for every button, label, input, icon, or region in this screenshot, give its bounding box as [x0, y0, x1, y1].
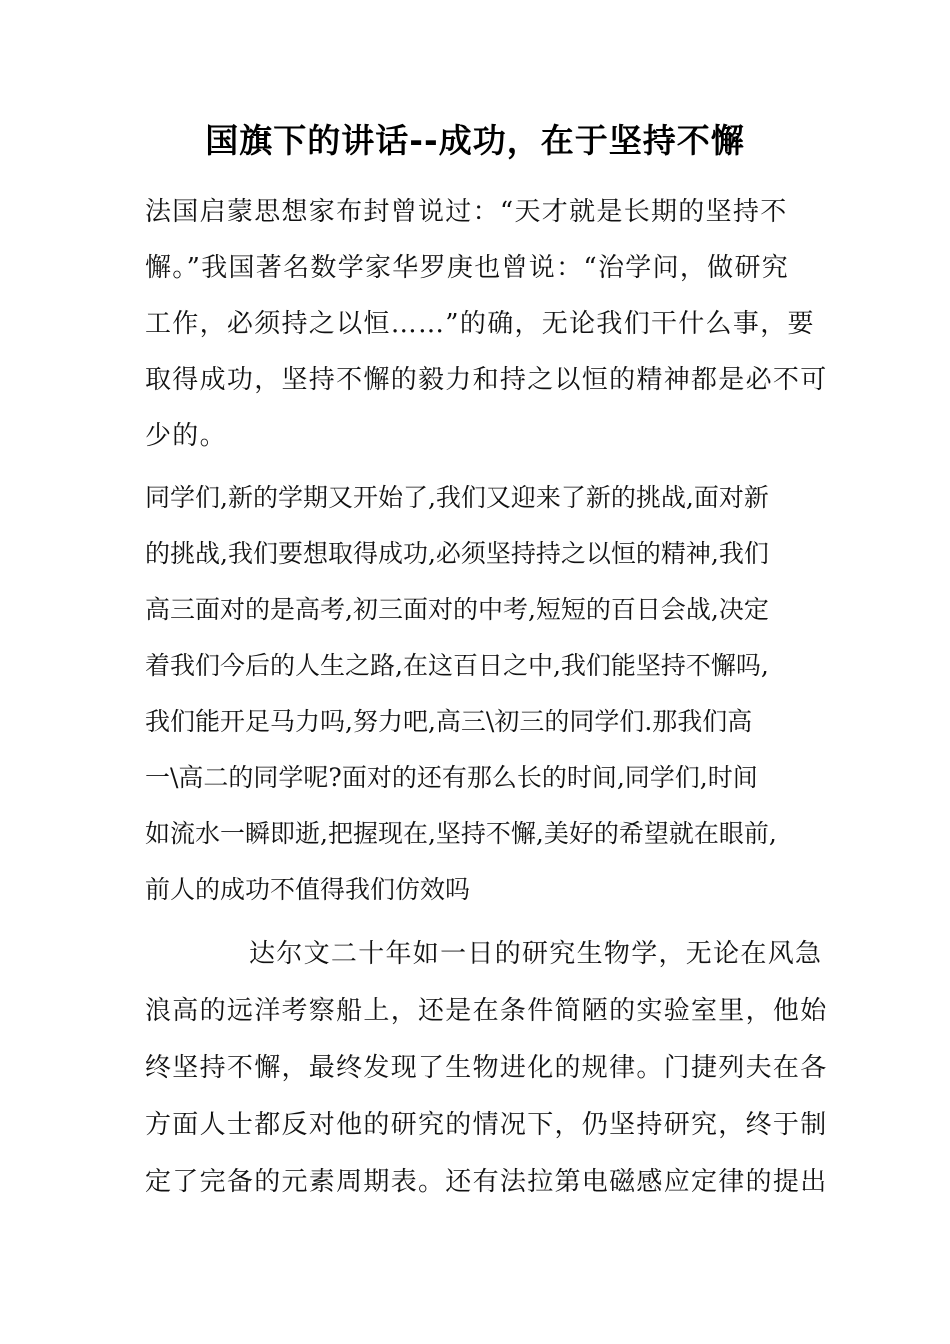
paragraph-1-line-1: 法国启蒙思想家布封曾说过：“天才就是长期的坚持不 [145, 197, 788, 227]
paragraph-1-line-5: 少的。 [145, 421, 227, 451]
paragraph-3 [145, 934, 828, 1204]
paragraph-3-line-2: 浪高的远洋考察船上，还是在条件简陋的实验室里，他始 [145, 996, 828, 1026]
paragraph-2-line-8: 前人的成功不值得我们仿效吗 [145, 875, 471, 904]
paragraph-2-line-2: 的挑战,我们要想取得成功,必须坚持持之以恒的精神,我们 [145, 539, 769, 568]
paragraph-3-line-1: 达尔文二十年如一日的研究生物学，无论在风急 [249, 939, 823, 969]
paragraph-2-line-4: 着我们今后的人生之路,在这百日之中,我们能坚持不懈吗, [145, 651, 769, 680]
paragraph-3-line-3: 终坚持不懈，最终发现了生物进化的规律。门捷列夫在各 [145, 1053, 828, 1083]
paragraph-2-line-1: 同学们,新的学期又开始了,我们又迎来了新的挑战,面对新 [145, 483, 769, 512]
paragraph-1-line-2: 懈。”我国著名数学家华罗庚也曾说：“治学问，做研究 [145, 253, 790, 283]
paragraph-1-line-4: 取得成功，坚持不懈的毅力和持之以恒的精神都是必不可 [145, 365, 828, 395]
paragraph-3-line-4: 方面人士都反对他的研究的情况下，仍坚持研究，终于制 [145, 1110, 828, 1140]
paragraph-2-line-7: 如流水一瞬即逝,把握现在,坚持不懈,美好的希望就在眼前, [145, 819, 777, 848]
document-title: 国旗下的讲话--成功，在于坚持不懈 [205, 121, 745, 160]
paragraph-2-line-3: 高三面对的是高考,初三面对的中考,短短的百日会战,决定 [145, 595, 769, 624]
paragraph-2-line-6: 一\高二的同学呢?面对的还有那么长的时间,同学们,时间 [145, 763, 758, 792]
paragraph-1 [145, 192, 828, 472]
paragraph-3-line-5: 定了完备的元素周期表。还有法拉第电磁感应定律的提出 [145, 1167, 828, 1197]
paragraph-2 [145, 478, 810, 918]
paragraph-2-line-5: 我们能开足马力吗,努力吧,高三\初三的同学们.那我们高 [145, 707, 753, 736]
paragraph-1-line-3: 工作，必须持之以恒……”的确，无论我们干什么事，要 [145, 309, 815, 339]
